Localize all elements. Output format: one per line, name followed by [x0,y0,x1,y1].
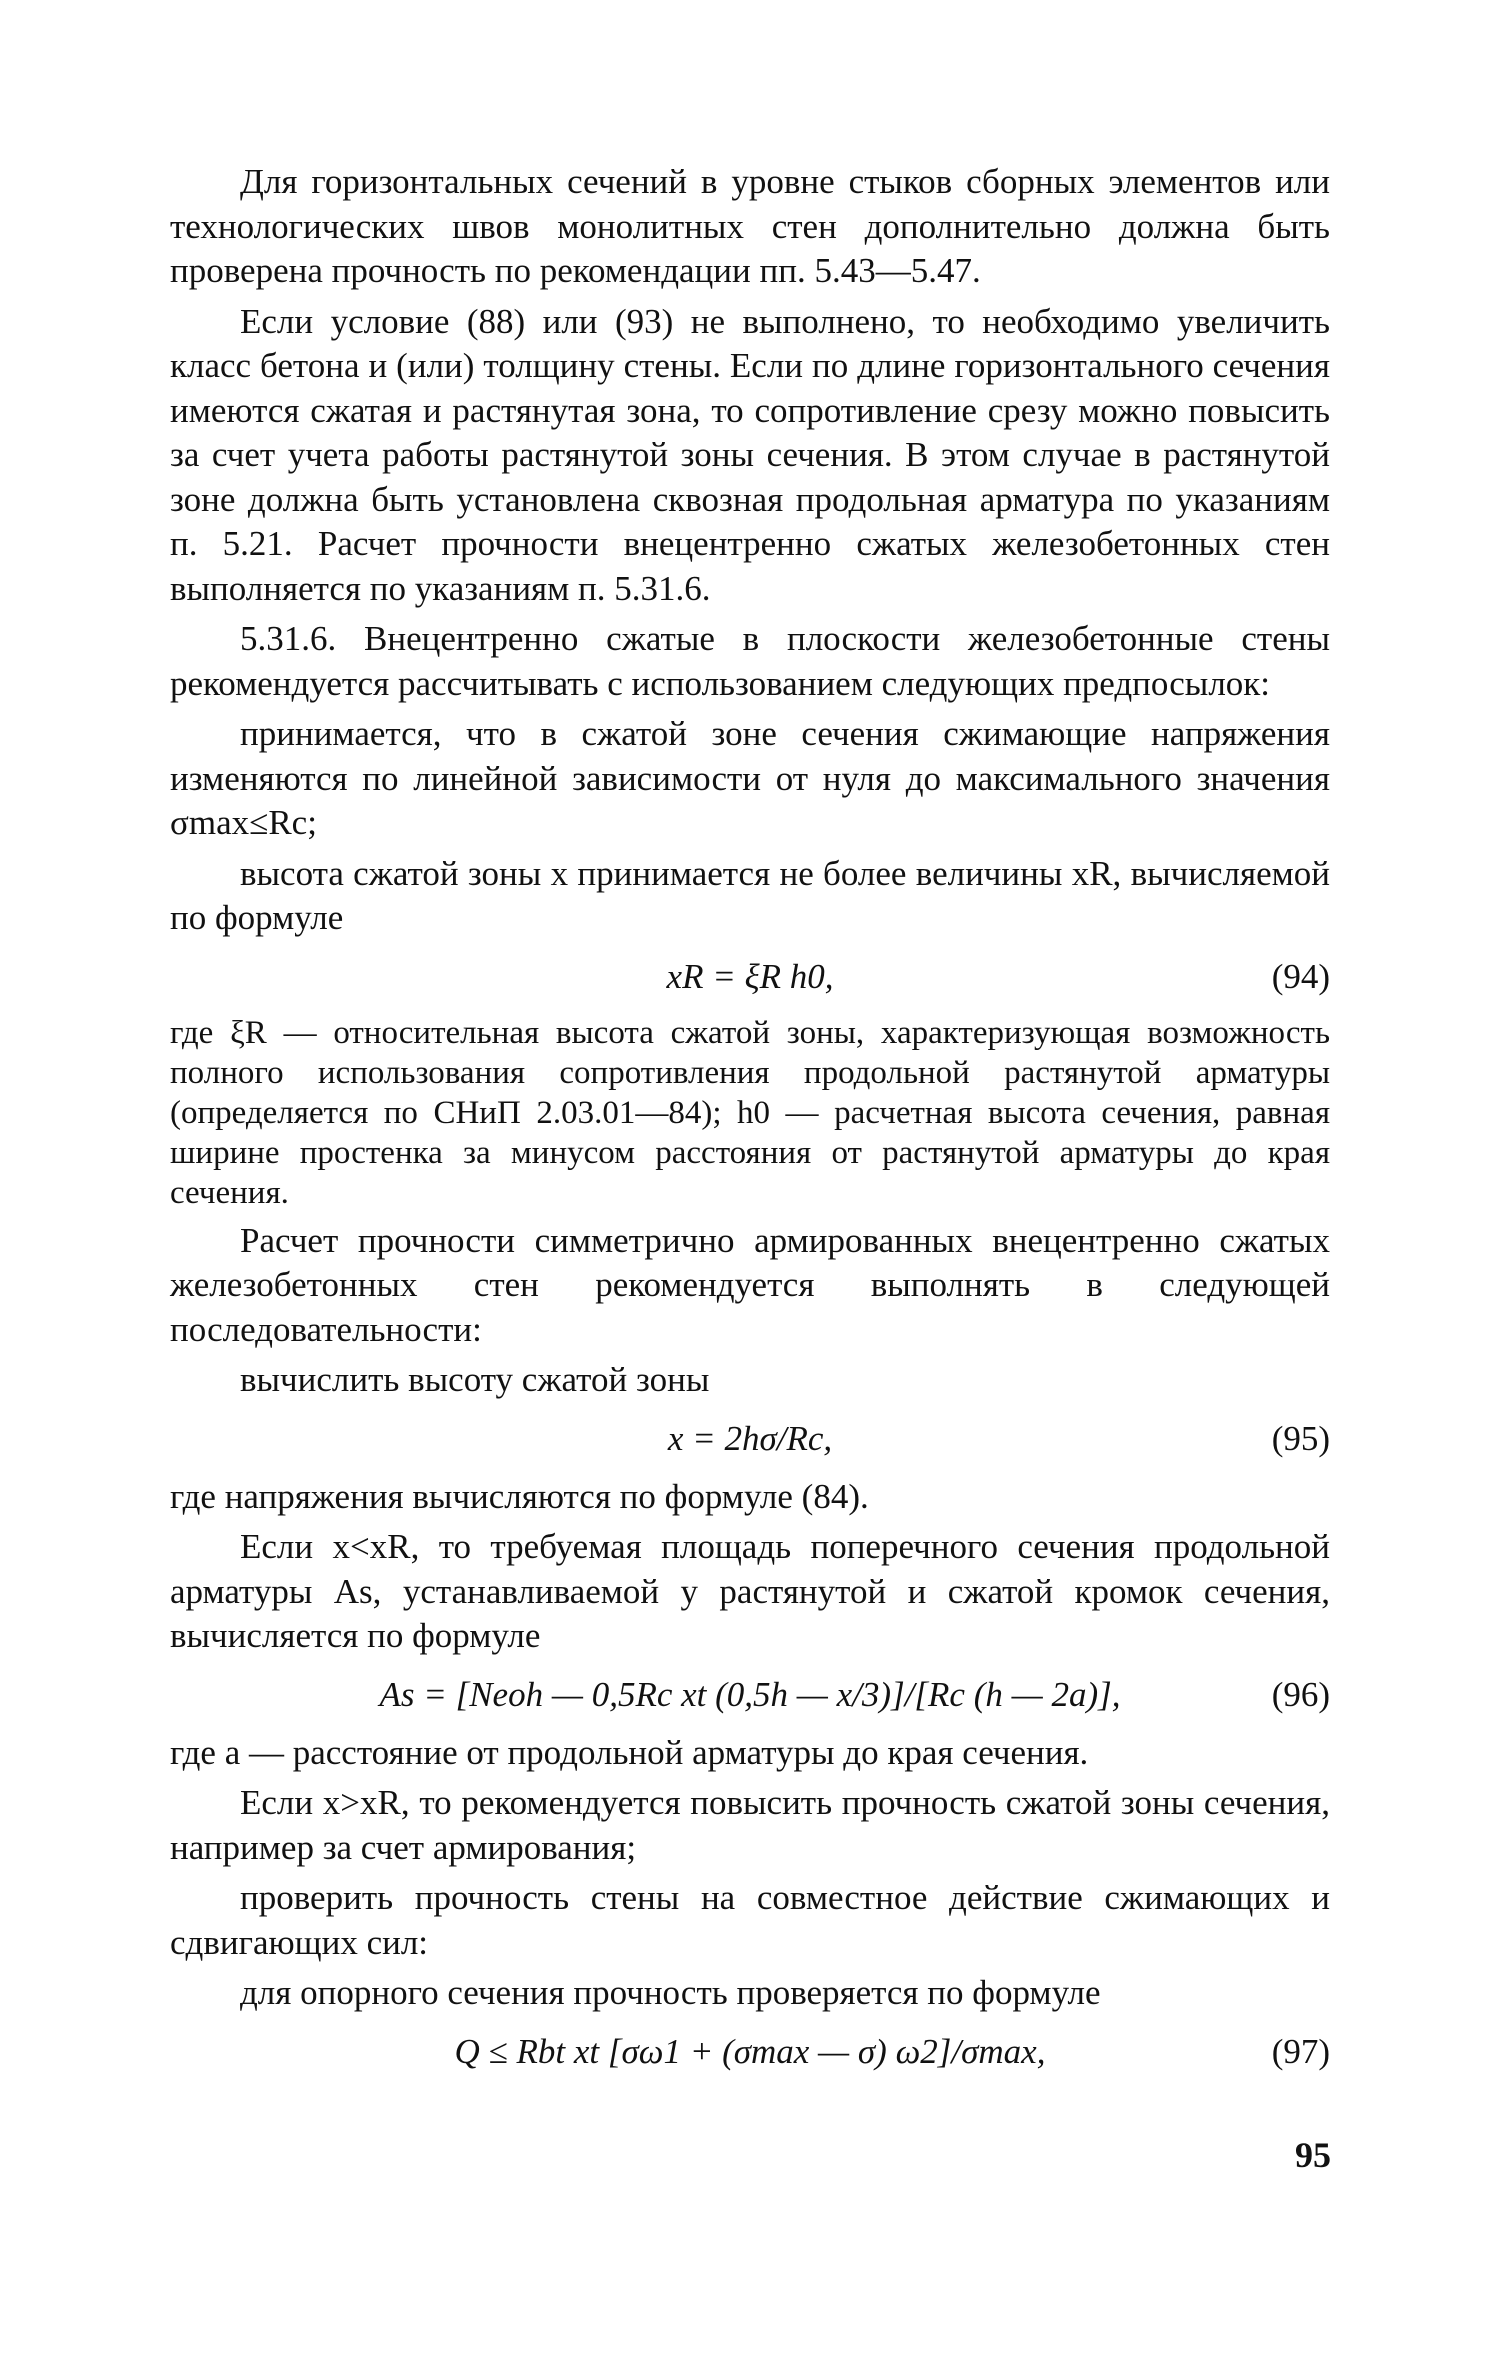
formula-95 [170,1409,1330,1471]
formula-number: (94) [1271,956,1330,996]
paragraph: где ξR — относительная высота сжатой зоны, характеризующая возможность полного использования сопротивления продольной растянутой арматуры (определяется по СНиП 2.03.01—84); h0 — расчетная высота сечения, равная ширине простенка за минусом расстояния от растянутой арматуры до края сечения. [170,1014,1330,1211]
paragraph: Расчет прочности симметрично армированных внецентренно сжатых железобетонных стен рекомендуется выполнять в следующей последовательности: [170,1220,1330,1349]
formula-97 [170,2022,1330,2084]
paragraph: Если x>xR, то рекомендуется повысить прочность сжатой зоны сечения, например за счет армирования; [170,1783,1330,1867]
paragraph: для опорного сечения прочность проверяется по формуле [240,1973,1101,2012]
document-page [170,160,1330,2088]
paragraph: принимается, что в сжатой зоне сечения сжимающие напряжения изменяются по линейной зависимости от нуля до максимального значения σmax≤Rc; [170,714,1330,842]
page-number: 95 [1295,2135,1331,2175]
formula-96 [170,1665,1330,1727]
paragraph: высота сжатой зоны x принимается не более величины xR, вычисляемой по формуле [170,853,1330,937]
formula-expression: xR = ξR h0, [666,956,834,996]
formula-number: (95) [1271,1418,1330,1458]
paragraph: где напряжения вычисляются по формуле (84). [170,1476,869,1516]
formula-number: (97) [1271,2031,1330,2071]
formula-expression: Q ≤ Rbt xt [σω1 + (σmax — σ) ω2]/σmax, [454,2031,1046,2071]
paragraph: где a — расстояние от продольной арматуры до края сечения. [170,1732,1089,1772]
paragraph: Если x<xR, то требуемая площадь поперечного сечения продольной арматуры As, устанавливаемой у растянутой и сжатой кромок сечения, вычисляется по формуле [170,1527,1330,1655]
formula-number: (96) [1271,1674,1330,1714]
paragraph: проверить прочность стены на совместное действие сжимающих и сдвигающих сил: [170,1878,1330,1962]
formula-expression: As = [Neoh — 0,5Rc xt (0,5h — x/3)]/[Rc (h — 2a)], [379,1674,1121,1714]
paragraph: Если условие (88) или (93) не выполнено, то необходимо увеличить класс бетона и (или) толщину стены. Если по длине горизонтального сечения имеются сжатая и растянутая зона, то сопротивление срезу можно повысить за счет учета работы растянутой зоны сечения. В этом случае в растянутой зоне должна быть установлена сквозная продольная арматура по указаниям п. 5.21. Расчет прочности внецентренно сжатых железобетонных стен выполняется по указаниям п. 5.31.6. [170,301,1330,608]
formula-expression: x = 2hσ/Rc, [667,1418,833,1458]
paragraph: вычислить высоту сжатой зоны [240,1360,710,1399]
paragraph: Для горизонтальных сечений в уровне стыков сборных элементов или технологических швов монолитных стен дополнительно должна быть проверена прочность по рекомендации пп. 5.43—5.47. [170,162,1330,290]
formula-94 [170,947,1330,1009]
paragraph: 5.31.6. Внецентренно сжатые в плоскости железобетонные стены рекомендуется рассчитывать с использованием следующих предпосылок: [170,619,1330,703]
